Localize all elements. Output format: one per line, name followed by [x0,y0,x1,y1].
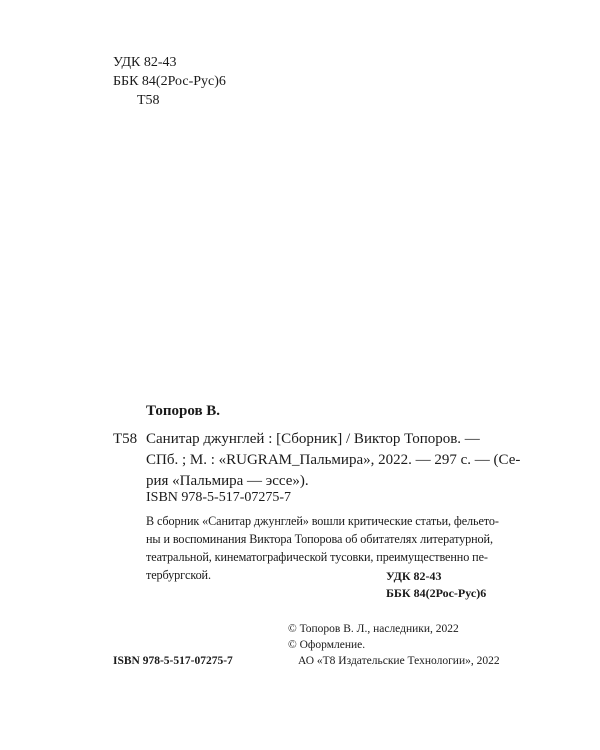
bottom-udk-code: УДК 82-43 [386,569,442,583]
copyright-line-1: © Топоров В. Л., наследники, 2022 [288,623,459,635]
entry-line-2: СПб. ; М. : «RUGRAM_Пальмира», 2022. — 297 с. — (Се- [146,452,521,468]
author-mark: Т58 [137,93,160,108]
copyright-line-3: АО «Т8 Издательские Технологии», 2022 [298,655,500,667]
bbk-code: ББК 84(2Рос-Рус)6 [113,74,226,89]
annotation-line-4: тербургской. [146,568,211,582]
copyright-line-2: © Оформление. [288,639,366,651]
isbn-line: ISBN 978-5-517-07275-7 [146,490,292,505]
bottom-classification-block [386,568,486,602]
top-classification-block [113,53,226,110]
annotation-line-3: театральной, кинематографической тусовки, преимущественно пе- [146,550,488,564]
udk-code: УДК 82-43 [113,55,177,70]
annotation-line-1: В сборник «Санитар джунглей» вошли критические статьи, фельето- [146,514,499,528]
entry-line-1: Санитар джунглей : [Сборник] / Виктор Топоров. — [146,431,480,447]
copyright-block [288,621,500,669]
author-heading: Топоров В. [146,403,221,419]
entry-line-3: рия «Пальмира — эссе»). [146,473,309,489]
entry-description [146,429,521,492]
bottom-bbk-code: ББК 84(2Рос-Рус)6 [386,586,487,600]
bottom-isbn: ISBN 978-5-517-07275-7 [113,655,233,667]
annotation-line-2: ны и воспоминания Виктора Топорова об обитателях литературной, [146,532,493,546]
entry-author-mark: Т58 [113,431,138,447]
